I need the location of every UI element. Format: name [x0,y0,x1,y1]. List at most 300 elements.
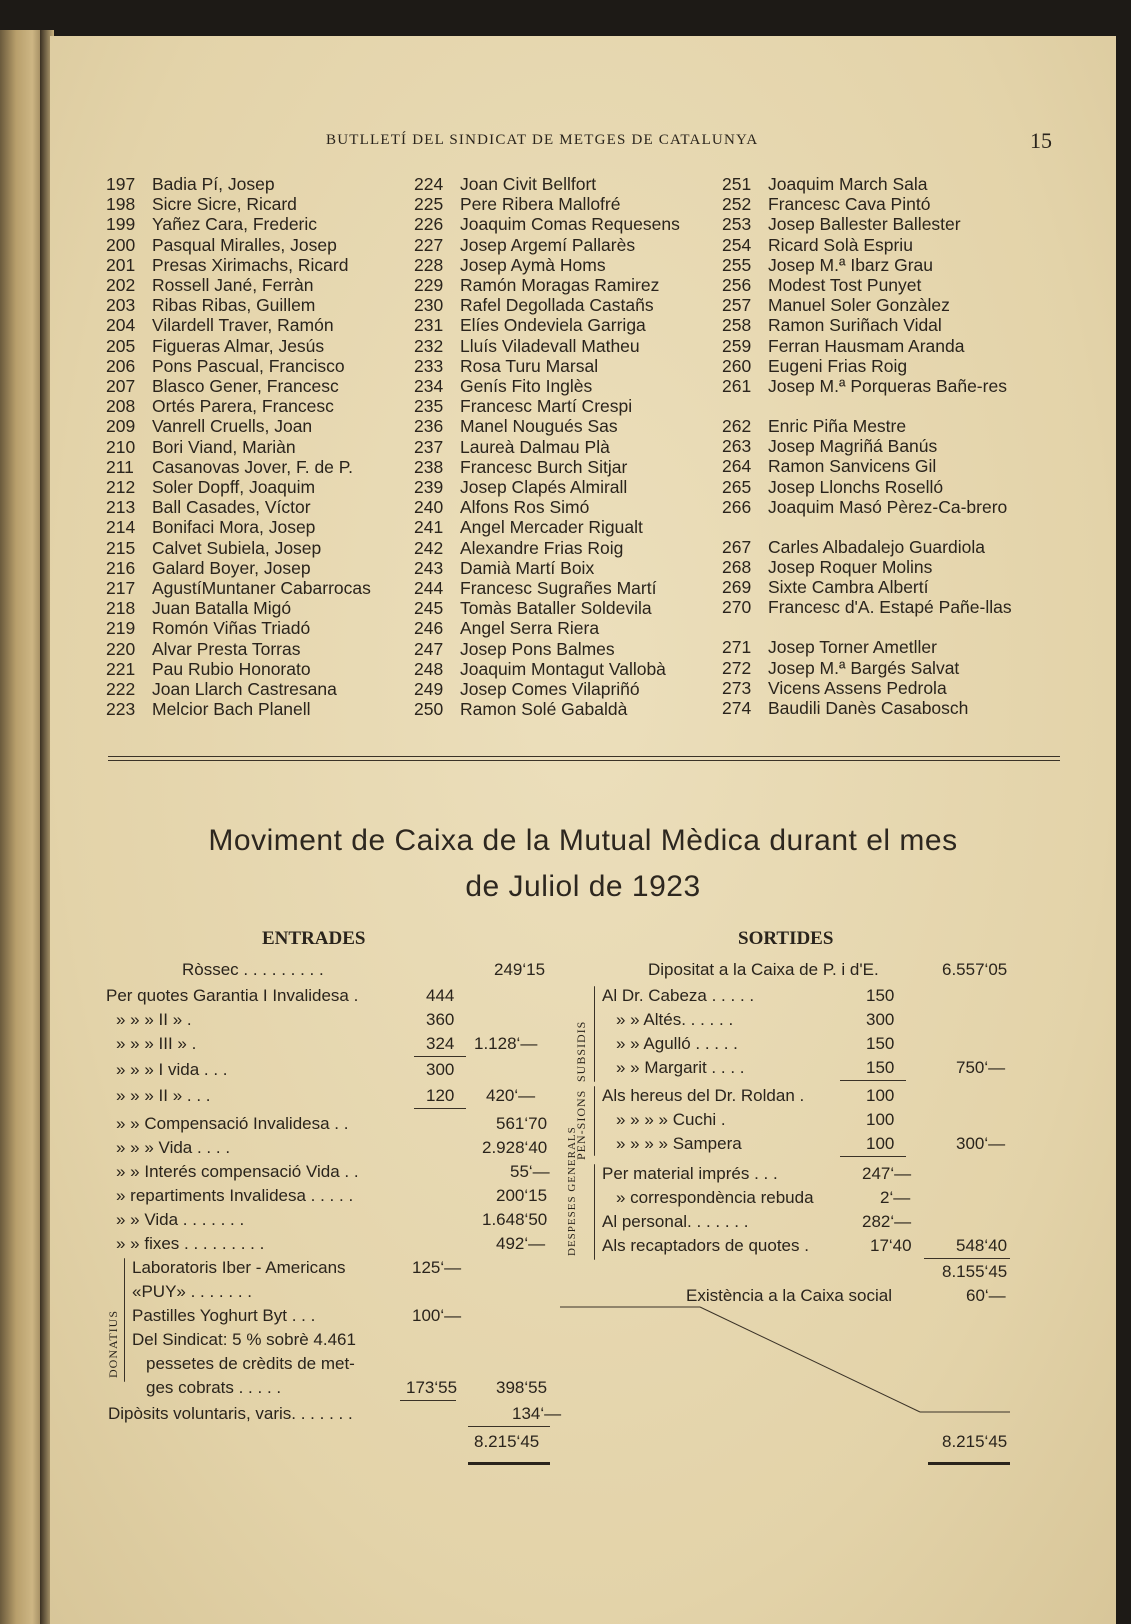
member-name: Tomàs Bataller Soldevila [460,598,652,619]
member-name: Ramón Moragas Ramirez [460,275,660,296]
member-entry [414,639,724,659]
member-entry [106,194,406,214]
despeses-brace [594,1164,595,1260]
entrades-rossec-label: Ròssec . . . . . . . . . [182,960,324,979]
member-name: Vanrell Cruells, Joan [152,416,313,437]
entrades-q4-label: » » » I vida . . . [116,1060,228,1079]
sortides-title: SORTIDES [738,928,834,949]
member-number: 220 [106,638,136,659]
member-name: Alvar Presta Torras [152,638,301,659]
member-entry [414,699,724,719]
member-number: 227 [414,234,444,255]
member-entry [414,275,724,295]
member-number: 233 [414,355,444,376]
member-number: 206 [106,355,136,376]
member-name: Calvet Subiela, Josep [152,537,322,558]
member-entry [106,598,406,618]
entrades-c2-amount: 2.928‘40 [482,1138,548,1157]
despeses-g1-value: 247‘— [862,1164,912,1183]
member-number: 205 [106,335,136,356]
entrades-title: ENTRADES [262,928,366,949]
member-number: 213 [106,497,136,518]
member-number: 197 [106,174,136,194]
subsidis-s2-label: » » Altés. . . . . . [616,1010,734,1029]
member-number: 268 [722,557,752,578]
member-number: 259 [722,335,752,356]
member-entry [722,416,1102,436]
member-number: 236 [414,416,444,437]
member-entry [722,557,1102,577]
member-name: Joaquim Masó Pèrez-Ca-brero [768,496,1008,517]
subsidis-brace [594,986,595,1082]
member-name: Soler Dopff, Joaquim [152,477,316,498]
member-number: 238 [414,456,444,477]
member-number: 229 [414,275,444,296]
member-entry [722,698,1102,718]
member-entry [106,275,406,295]
subsidis-s1-value: 150 [866,986,895,1005]
member-entry [414,194,724,214]
member-name: Joan Civit Bellfort [460,174,597,194]
member-number: 219 [106,618,136,639]
member-number: 261 [722,376,752,397]
member-entry [414,618,724,638]
entrades-c5-label: » » Vida . . . . . . . [116,1210,245,1229]
member-number: 234 [414,376,444,397]
member-number: 204 [106,315,136,336]
entrades-q5-total: 420‘— [486,1086,536,1105]
pensions-brace [594,1086,595,1156]
member-name: Josep Clapés Almirall [460,477,628,498]
member-name: Joaquim March Sala [768,174,928,194]
member-name: Presas Xirimachs, Ricard [152,254,349,275]
member-entry [106,416,406,436]
despeses-g2-label: » correspondència rebuda [616,1188,814,1207]
member-name: Pons Pascual, Francisco [152,355,345,376]
member-name: Josep Llonchs Roselló [768,476,944,497]
member-number: 267 [722,536,752,557]
member-number: 201 [106,254,136,275]
member-number: 251 [722,174,752,194]
member-number: 255 [722,254,752,275]
member-entry [106,336,406,356]
member-name: Rosa Turu Marsal [460,355,599,376]
member-name: Josep Pons Balmes [460,638,615,659]
total-rule [928,1462,1010,1465]
member-number: 252 [722,194,752,215]
member-name: Juan Batalla Migó [152,598,292,619]
member-name: Modest Tost Punyet [768,275,922,296]
despeses-g4-label: Als recaptadors de quotes . [602,1236,809,1255]
member-entry [414,255,724,275]
member-entry [106,376,406,396]
sortides-exist-amount: 60‘— [966,1286,1006,1305]
entrades-c4-amount: 200‘15 [496,1186,548,1205]
member-number: 243 [414,557,444,578]
entrades-c1-amount: 561‘70 [496,1114,548,1133]
pensions-p3-label: » » » » Sampera [616,1134,742,1153]
heading-line-2: de Juliol de 1923 [465,870,701,903]
member-name: Bonifaci Mora, Josep [152,517,316,538]
member-entry [722,597,1102,637]
member-entry [106,457,406,477]
member-name: Joaquim Comas Requesens [460,214,680,235]
member-name: Manel Nougués Sas [460,416,618,437]
sum-line [468,1426,550,1427]
member-name: Angel Mercader Rigualt [460,517,643,538]
member-name: Laureà Dalmau Plà [460,436,610,457]
member-name: Josep Magriñá Banús [768,436,938,457]
member-number: 215 [106,537,136,558]
member-number: 254 [722,234,752,255]
member-entry [414,336,724,356]
member-number: 269 [722,577,752,598]
total-rule [468,1462,550,1465]
member-number: 221 [106,658,136,679]
entrades-c4-label: » repartiments Invalidesa . . . . . [116,1186,354,1205]
divider-rule-top [108,756,1060,757]
heading-line-1: Moviment de Caixa de la Mutual Mèdica durant el mes [208,824,958,857]
entrades-q5-label: » » » II » . . . [116,1086,211,1105]
sortides-dip-label: Dipositat a la Caixa de P. i d'E. [648,960,879,979]
member-number: 245 [414,598,444,619]
member-number: 228 [414,254,444,275]
member-number: 265 [722,476,752,497]
member-number: 257 [722,295,752,316]
member-entry [722,235,1102,255]
member-name: Sixte Cambra Albertí [768,577,929,598]
member-entry [106,477,406,497]
member-name: Ricard Solà Espriu [768,234,913,255]
member-name: Ortés Parera, Francesc [152,396,334,417]
member-name: Josep Argemí Pallarès [460,234,636,255]
donatius-d2-value: 100‘— [412,1306,462,1325]
member-entry [414,416,724,436]
pensions-p3-value: 100 [866,1134,895,1153]
member-entry [722,577,1102,597]
member-name: Josep Comes Vilapriñó [460,679,640,700]
member-number: 225 [414,194,444,215]
entrades-rossec-amount: 249‘15 [494,960,546,979]
member-entry [106,538,406,558]
entrades-c3-amount: 55‘— [510,1162,550,1181]
member-number: 241 [414,517,444,538]
member-entry [106,295,406,315]
member-entry [106,255,406,275]
sum-line [924,1258,1010,1259]
entrades-q3-label: » » » III » . [116,1034,197,1053]
member-entry [722,376,1102,416]
member-entry [106,618,406,638]
despeses-g3-value: 282‘— [862,1212,912,1231]
sum-line [400,1400,456,1401]
member-number: 199 [106,214,136,235]
member-name: Figueras Almar, Jesús [152,335,325,356]
document-page [50,36,1116,1624]
member-number: 270 [722,597,752,618]
member-entry [106,497,406,517]
member-number: 273 [722,677,752,698]
member-number: 231 [414,315,444,336]
member-name: Casanovas Jover, F. de P. [152,456,354,477]
member-name: Eugeni Frias Roig [768,355,908,376]
member-number: 262 [722,416,752,437]
member-number: 240 [414,497,444,518]
donatius-total: 398‘55 [496,1378,548,1397]
member-number: 247 [414,638,444,659]
donatius-brace [124,1258,125,1382]
member-name: Damià Martí Boix [460,557,595,578]
member-entry [414,315,724,335]
despeses-g3-label: Al personal. . . . . . . [602,1212,749,1231]
subsidis-s1-label: Al Dr. Cabeza . . . . . [602,986,755,1005]
member-number: 224 [414,174,444,194]
entrades-q3-value: 324 [426,1034,455,1053]
donatius-d1-label: Laboratoris Iber - Americans [132,1258,346,1277]
member-number: 271 [722,637,752,658]
entrades-c6-amount: 492‘— [496,1234,546,1253]
member-entry [722,477,1102,497]
member-number: 211 [106,456,134,477]
member-number: 246 [414,618,444,639]
member-name: Ramon Suriñach Vidal [768,315,942,336]
member-entry [414,497,724,517]
member-number: 203 [106,295,136,316]
member-name: Enric Piña Mestre [768,416,907,437]
member-entry [414,376,724,396]
member-entry [414,538,724,558]
member-entry [414,214,724,234]
member-entry [106,356,406,376]
member-number: 239 [414,477,444,498]
entrades-q2-value: 360 [426,1010,455,1029]
despeses-g2-value: 2‘— [880,1188,911,1207]
member-name: Francesc Martí Crespi [460,396,633,417]
member-name: Elíes Ondeviela Garriga [460,315,646,336]
member-entry [414,659,724,679]
member-entry [106,699,406,719]
member-entry [722,356,1102,376]
member-number: 258 [722,315,752,336]
sortides-exist-label: Existència a la Caixa social [686,1286,892,1305]
member-name: Pau Rubio Honorato [152,658,311,679]
member-name: Bori Viand, Mariàn [152,436,296,457]
member-entry [106,396,406,416]
entrades-dip-amount: 134‘— [512,1404,562,1423]
member-name: Rafel Degollada Castañs [460,295,654,316]
member-number: 216 [106,557,136,578]
member-entry [414,457,724,477]
member-name: Joan Llarch Castresana [152,679,337,700]
member-name: Vilardell Traver, Ramón [152,315,334,336]
member-entry [414,598,724,618]
subsidis-s2-value: 300 [866,1010,895,1029]
member-entry [414,174,724,194]
entrades-q1-label: Per quotes Garantia I Invalidesa . [106,986,359,1005]
member-number: 263 [722,436,752,457]
pensions-p1-value: 100 [866,1086,895,1105]
member-number: 250 [414,699,444,720]
member-number: 230 [414,295,444,316]
entrades-q1-value: 444 [426,986,455,1005]
member-name: Francesc d'A. Estapé Pañe-llas [768,597,1012,618]
sum-line [414,1108,466,1109]
member-number: 214 [106,517,136,538]
member-entry [414,235,724,255]
member-entry [106,315,406,335]
member-name: Ramon Solé Gabaldà [460,699,628,720]
member-column-1 [106,174,406,719]
member-number: 249 [414,679,444,700]
member-entry [414,396,724,416]
member-name: Alfons Ros Simó [460,497,590,518]
member-number: 244 [414,578,444,599]
entrades-c3-label: » » Interés compensació Vida . . [116,1162,359,1181]
member-number: 207 [106,376,136,397]
member-name: Joaquim Montagut Vallobà [460,658,666,679]
member-entry [722,214,1102,234]
member-number: 260 [722,355,752,376]
subsidis-s4-value: 150 [866,1058,895,1077]
member-name: Manuel Soler Gonzàlez [768,295,950,316]
member-number: 198 [106,194,136,215]
member-name: Badia Pí, Josep [152,174,275,194]
sum-line [414,1056,466,1057]
despeses-g1-label: Per material imprés . . . [602,1164,778,1183]
subsidis-s4-label: » » Margarit . . . . [616,1058,745,1077]
member-number: 264 [722,456,752,477]
entrades-q4-value: 300 [426,1060,455,1079]
member-entry [722,336,1102,356]
member-name: Alexandre Frias Roig [460,537,624,558]
member-entry [106,659,406,679]
member-name: Carles Albadalejo Guardiola [768,536,985,557]
member-name: Francesc Cava Pintó [768,194,931,215]
member-entry [414,517,724,537]
member-number: 256 [722,275,752,296]
member-name: Ribas Ribas, Guillem [152,295,316,316]
subsidis-s3-value: 150 [866,1034,895,1053]
page-number: 15 [1030,128,1052,153]
sum-line [840,1080,906,1081]
member-number: 226 [414,214,444,235]
member-entry [722,537,1102,557]
member-entry [722,658,1102,678]
member-name: Francesc Burch Sitjar [460,456,628,477]
member-name: Pere Ribera Mallofré [460,194,621,215]
member-entry [414,477,724,497]
member-name: Sicre Sicre, Ricard [152,194,297,215]
member-entry [722,637,1102,657]
member-entry [722,174,1102,194]
member-entry [414,437,724,457]
member-name: Josep M.ª Bargés Salvat [768,657,960,678]
donatius-d2-label: Pastilles Yoghurt Byt . . . [132,1306,316,1325]
subsidis-label: SUBSIDIS [574,1020,588,1082]
member-entry [722,255,1102,275]
entrades-c5-amount: 1.648‘50 [482,1210,548,1229]
member-name: Lluís Viladevall Matheu [460,335,640,356]
member-number: 237 [414,436,444,457]
member-entry [414,558,724,578]
donatius-d3-label: ges cobrats . . . . . [146,1378,282,1397]
member-name: Ramon Sanvicens Gil [768,456,937,477]
despeses-label: DESPESES GENERALS [566,1126,578,1256]
member-name: Melcior Bach Planell [152,699,311,720]
member-name: Baudili Danès Casabosch [768,698,969,719]
entrades-q3-total: 1.128‘— [474,1034,538,1053]
entrades-q2-label: » » » II » . [116,1010,192,1029]
divider-rule-bottom [108,760,1060,761]
donatius-d1-cont: «PUY» . . . . . . . [132,1282,252,1301]
member-number: 212 [106,477,136,498]
member-number: 272 [722,657,752,678]
entrades-c2-label: » » » Vida . . . . [116,1138,231,1157]
member-number: 242 [414,537,444,558]
entrades-total: 8.215‘45 [474,1432,540,1451]
member-name: Angel Serra Riera [460,618,600,639]
member-name: Francesc Sugrañes Martí [460,578,657,599]
subsidis-total: 750‘— [956,1058,1006,1077]
member-column-2 [414,174,724,719]
member-entry [722,436,1102,456]
donatius-d1-value: 125‘— [412,1258,462,1277]
filler-stroke [560,1304,1010,1424]
member-name: Vicens Assens Pedrola [768,677,947,698]
sortides-total: 8.215‘45 [942,1432,1008,1451]
member-number: 253 [722,214,752,235]
member-entry [722,194,1102,214]
member-name: Galard Boyer, Josep [152,557,311,578]
despeses-g4-value: 17‘40 [870,1236,912,1255]
donatius-d3-line1: Del Sindicat: 5 % sobrè 4.461 [132,1330,356,1349]
member-name: Josep M.ª Ibarz Grau [768,254,934,275]
member-number: 209 [106,416,136,437]
entrades-c1-label: » » Compensació Invalidesa . . [116,1114,349,1133]
member-entry [722,295,1102,315]
member-number: 208 [106,396,136,417]
member-entry [106,639,406,659]
member-number: 274 [722,698,752,719]
member-entry [106,558,406,578]
member-number: 235 [414,396,444,417]
donatius-label: DONATIUS [106,1310,120,1378]
member-number: 217 [106,578,136,599]
member-name: Ferran Hausmam Aranda [768,335,965,356]
pensions-total: 300‘— [956,1134,1006,1153]
member-entry [106,235,406,255]
member-entry [414,356,724,376]
pensions-p1-label: Als hereus del Dr. Roldan . [602,1086,805,1105]
subsidis-s3-label: » » Agulló . . . . . [616,1034,738,1053]
member-number: 232 [414,335,444,356]
pensions-label: PEN-SIONS [574,1089,588,1160]
member-number: 200 [106,234,136,255]
member-name: Rossell Jané, Ferràn [152,275,314,296]
entrades-c6-label: » » fixes . . . . . . . . . [116,1234,265,1253]
member-name: Josep M.ª Porqueras Bañe-res [768,376,1007,397]
member-entry [106,174,406,194]
entrades-dip-label: Dipòsits voluntaris, varis. . . . . . . [108,1404,353,1423]
member-entry [106,578,406,598]
member-entry [722,497,1102,537]
member-column-3 [722,174,1102,718]
sortides-subtotal: 8.155‘45 [942,1262,1008,1281]
member-entry [722,275,1102,295]
member-name: Josep Ballester Ballester [768,214,961,235]
member-name: Genís Fito Inglès [460,376,593,397]
despeses-total: 548‘40 [956,1236,1008,1255]
